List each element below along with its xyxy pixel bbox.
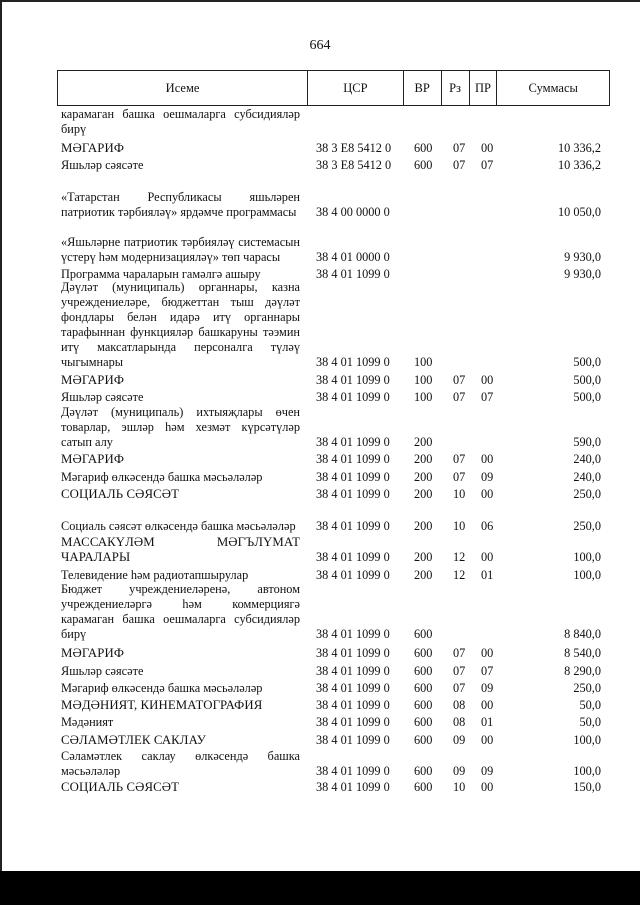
row-csr: 38 3 E8 5412 0 — [316, 158, 392, 172]
row-sum: 590,0 — [573, 435, 601, 449]
row-csr: 38 4 01 1099 0 — [316, 435, 390, 449]
row-sum: 250,0 — [573, 681, 601, 695]
row-csr: 38 4 01 1099 0 — [316, 390, 390, 404]
row-csr: 38 3 E8 5412 0 — [316, 141, 392, 155]
row-sum: 240,0 — [573, 470, 601, 484]
row-rz: 08 — [453, 698, 466, 712]
header-name: Исеме — [165, 80, 200, 95]
row-vr: 100 — [414, 355, 433, 369]
row-rz: 07 — [453, 452, 466, 466]
row-vr: 600 — [414, 698, 433, 712]
row-pr: 09 — [481, 764, 494, 778]
table-row — [61, 504, 601, 534]
row-rz: 07 — [453, 646, 466, 660]
row-pr: 00 — [481, 141, 494, 155]
row-name: СОЦИАЛЬ СӘЯСӘТ — [61, 487, 180, 501]
row-vr: 600 — [414, 627, 433, 641]
row-pr: 07 — [481, 390, 494, 404]
row-pr: 07 — [481, 664, 494, 678]
row-vr: 200 — [414, 452, 433, 466]
row-pr: 00 — [481, 550, 494, 564]
row-name: Мәгариф өлкәсендә башка мәсьәләләр — [61, 681, 263, 695]
row-sum: 100,0 — [573, 568, 601, 582]
row-rz: 10 — [453, 487, 466, 501]
row-sum: 9 930,0 — [564, 267, 601, 281]
row-csr: 38 4 01 1099 0 — [316, 487, 390, 501]
row-pr: 00 — [481, 487, 494, 501]
header-sum: Суммасы — [496, 71, 609, 105]
row-sum: 9 930,0 — [564, 250, 601, 264]
row-pr: 00 — [481, 780, 494, 794]
row-name: Яшьләр сәясәте — [61, 390, 144, 404]
row-name: МӘГАРИФ — [61, 452, 125, 466]
row-rz: 09 — [453, 764, 466, 778]
row-rz: 07 — [453, 373, 466, 387]
row-sum: 50,0 — [579, 715, 601, 729]
row-vr: 600 — [414, 141, 433, 155]
row-csr: 38 4 00 0000 0 — [316, 205, 390, 219]
row-vr: 200 — [414, 519, 433, 533]
table-row — [61, 372, 601, 388]
row-name: МӘГАРИФ — [61, 646, 125, 660]
row-vr: 200 — [414, 470, 433, 484]
row-csr: 38 4 01 1099 0 — [316, 715, 390, 729]
row-pr: 07 — [481, 158, 494, 172]
row-name: Яшьләр сәясәте — [61, 158, 144, 172]
row-sum: 8 840,0 — [564, 627, 601, 641]
scan-edge-left — [0, 0, 2, 905]
row-sum: 10 336,2 — [557, 141, 601, 155]
table-row — [61, 645, 601, 661]
row-rz: 07 — [453, 141, 466, 155]
row-rz: 12 — [453, 550, 466, 564]
table-row — [61, 535, 601, 565]
table-row — [61, 140, 601, 156]
row-csr: 38 4 01 0000 0 — [316, 250, 390, 264]
row-name: Телевидение һәм радиотапшырулар — [61, 568, 249, 582]
row-rz: 07 — [453, 664, 466, 678]
row-csr: 38 4 01 1099 0 — [316, 550, 390, 564]
row-csr: 38 4 01 1099 0 — [316, 664, 390, 678]
row-sum: 100,0 — [573, 550, 601, 564]
header-pr: ПР — [469, 71, 497, 105]
table-row — [61, 175, 601, 220]
row-pr: 06 — [481, 519, 494, 533]
row-vr: 600 — [414, 664, 433, 678]
table-row — [61, 714, 601, 730]
row-pr: 00 — [481, 698, 494, 712]
row-pr: 00 — [481, 452, 494, 466]
row-rz: 08 — [453, 715, 466, 729]
table-row — [61, 749, 601, 779]
row-rz: 10 — [453, 780, 466, 794]
table-row — [61, 663, 601, 679]
table-row — [61, 405, 601, 450]
row-csr: 38 4 01 1099 0 — [316, 355, 390, 369]
row-vr: 600 — [414, 733, 433, 747]
row-sum: 150,0 — [573, 780, 601, 794]
row-name: МӘДӘНИЯТ, КИНЕМАТОГРАФИЯ — [61, 698, 263, 712]
row-sum: 250,0 — [573, 519, 601, 533]
row-rz: 07 — [453, 470, 466, 484]
row-sum: 100,0 — [573, 733, 601, 747]
row-name: Сәламәтлек саклау өлкәсендә башка мәсьәләләр — [61, 749, 300, 778]
row-sum: 8 290,0 — [564, 664, 601, 678]
row-pr: 09 — [481, 470, 494, 484]
header-rz: Рз — [441, 71, 469, 105]
row-rz: 07 — [453, 681, 466, 695]
row-pr: 01 — [481, 715, 494, 729]
table-row — [61, 567, 601, 583]
row-name: Программа чараларын гамәлгә ашыру — [61, 267, 261, 281]
table-row — [61, 157, 601, 173]
row-name: Мәдәният — [61, 715, 114, 729]
table-row — [61, 584, 601, 642]
row-name: карамаган башка оешмаларга субсидияләр бирү — [61, 107, 300, 136]
table-row — [61, 697, 601, 713]
table-row — [61, 469, 601, 485]
row-csr: 38 4 01 1099 0 — [316, 373, 390, 387]
row-csr: 38 4 01 1099 0 — [316, 780, 390, 794]
row-pr: 00 — [481, 646, 494, 660]
scan-edge-top — [0, 0, 640, 2]
table-row — [61, 220, 601, 265]
row-rz: 07 — [453, 158, 466, 172]
row-vr: 600 — [414, 764, 433, 778]
header-vr: ВР — [403, 71, 441, 105]
table-row — [61, 680, 601, 696]
row-name: «Татарстан Республикасы яшьләрен патриотик тәрбияләү» ярдәмче программасы — [61, 190, 300, 219]
row-sum: 250,0 — [573, 487, 601, 501]
row-pr: 09 — [481, 681, 494, 695]
row-name: «Яшьләрне патриотик тәрбияләү системасын үстерү һәм модернизацияләү» төп чарасы — [61, 235, 300, 264]
table-header — [57, 70, 610, 106]
row-sum: 500,0 — [573, 373, 601, 387]
row-name: МАССАКҮЛӘМ МӘГЪЛҮМАТ ЧАРАЛАРЫ — [61, 535, 300, 564]
row-pr: 00 — [481, 373, 494, 387]
table-row — [61, 280, 601, 370]
row-csr: 38 4 01 1099 0 — [316, 452, 390, 466]
row-csr: 38 4 01 1099 0 — [316, 646, 390, 660]
row-sum: 10 336,2 — [557, 158, 601, 172]
row-sum: 240,0 — [573, 452, 601, 466]
page-number: 664 — [309, 38, 331, 53]
row-rz: 12 — [453, 568, 466, 582]
row-name: МӘГАРИФ — [61, 373, 125, 387]
row-vr: 100 — [414, 390, 433, 404]
row-csr: 38 4 01 1099 0 — [316, 627, 390, 641]
row-sum: 50,0 — [579, 698, 601, 712]
row-vr: 200 — [414, 568, 433, 582]
row-name: Дәүләт (муниципаль) ихтыяҗлары өчен товарлар, эшләр һәм хезмәт күрсәтүләр сатып алу — [61, 405, 300, 449]
row-sum: 10 050,0 — [557, 205, 601, 219]
table-row — [61, 451, 601, 467]
header-csr: ЦСР — [307, 71, 403, 105]
row-vr: 200 — [414, 550, 433, 564]
row-sum: 8 540,0 — [564, 646, 601, 660]
row-name: СӘЛАМӘТЛЕК САКЛАУ — [61, 733, 206, 747]
row-vr: 600 — [414, 681, 433, 695]
row-name: СОЦИАЛЬ СӘЯСӘТ — [61, 780, 180, 794]
row-vr: 100 — [414, 373, 433, 387]
row-name: Бюджет учреждениеләренә, автоном учреждениеләргә һәм коммерциягә карамаган башка оешмаларга субсидияләр бирү — [61, 582, 300, 641]
row-rz: 07 — [453, 390, 466, 404]
row-csr: 38 4 01 1099 0 — [316, 764, 390, 778]
row-csr: 38 4 01 1099 0 — [316, 519, 390, 533]
table-row — [61, 107, 601, 137]
row-name: Яшьләр сәясәте — [61, 664, 144, 678]
scan-edge-bottom — [0, 871, 640, 905]
row-name: Мәгариф өлкәсендә башка мәсьәләләр — [61, 470, 263, 484]
row-name: Дәүләт (муниципаль) органнары, казна учреждениеләре, бюджеттан тыш дәүләт фондлары белән идарә итү органнары тарафыннан функцияләр башкаруны тәэмин итү максатларында персоналга түләү чыгымнары — [61, 280, 300, 369]
row-pr: 00 — [481, 733, 494, 747]
row-pr: 01 — [481, 568, 494, 582]
row-csr: 38 4 01 1099 0 — [316, 470, 390, 484]
row-csr: 38 4 01 1099 0 — [316, 568, 390, 582]
row-sum: 100,0 — [573, 764, 601, 778]
row-sum: 500,0 — [573, 390, 601, 404]
table-row — [61, 731, 601, 748]
row-sum: 500,0 — [573, 355, 601, 369]
row-vr: 200 — [414, 487, 433, 501]
row-csr: 38 4 01 1099 0 — [316, 733, 390, 747]
row-rz: 09 — [453, 733, 466, 747]
row-csr: 38 4 01 1099 0 — [316, 698, 390, 712]
row-csr: 38 4 01 1099 0 — [316, 681, 390, 695]
table-row — [61, 779, 601, 795]
table-row — [61, 486, 601, 502]
row-name: Социаль сәясәт өлкәсендә башка мәсьәләләр — [61, 519, 296, 533]
row-vr: 600 — [414, 158, 433, 172]
row-vr: 600 — [414, 715, 433, 729]
table-row — [61, 389, 601, 405]
row-vr: 200 — [414, 435, 433, 449]
row-rz: 10 — [453, 519, 466, 533]
row-name: МӘГАРИФ — [61, 141, 125, 155]
row-vr: 600 — [414, 646, 433, 660]
row-vr: 600 — [414, 780, 433, 794]
row-csr: 38 4 01 1099 0 — [316, 267, 390, 281]
